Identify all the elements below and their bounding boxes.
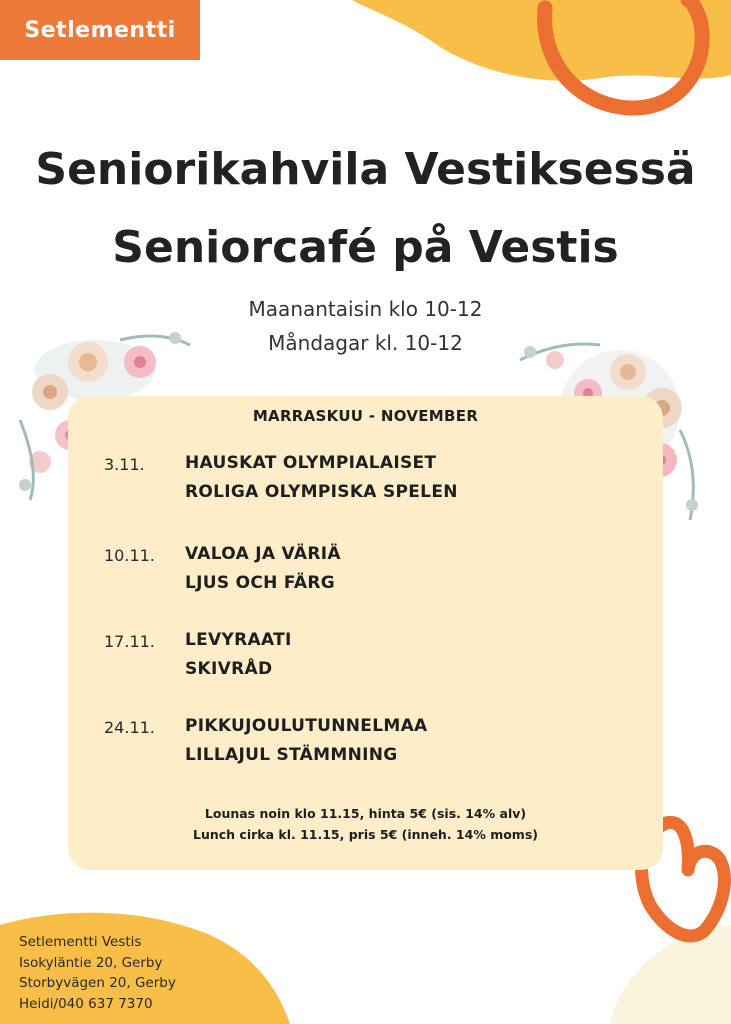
event-date: 10.11. — [104, 546, 155, 565]
event-title-fi: LEVYRAATI — [185, 630, 292, 650]
time-finnish: Maanantaisin klo 10-12 — [248, 297, 483, 321]
event-title-sv: LILLAJUL STÄMMNING — [185, 745, 398, 765]
footer-address-fi: Isokyläntie 20, Gerby — [19, 954, 163, 971]
lunch-info-finnish: Lounas noin klo 11.15, hinta 5€ (sis. 14% alv) — [204, 806, 527, 821]
event-title-sv: LJUS OCH FÄRG — [185, 573, 335, 593]
title-finnish: Seniorikahvila Vestiksessä — [35, 144, 696, 195]
event-title — [185, 712, 427, 770]
event-date: 17.11. — [104, 632, 155, 651]
event-title-fi: VALOA JA VÄRIÄ — [185, 544, 341, 564]
program-card — [68, 396, 663, 870]
event-date: 24.11. — [104, 718, 155, 737]
brand-badge — [0, 0, 200, 60]
footer-org: Setlementti Vestis — [19, 934, 142, 950]
month-heading: MARRASKUU - NOVEMBER — [252, 407, 479, 425]
footer-contact — [19, 932, 176, 1014]
pale-blob — [610, 925, 731, 1024]
brand-name: Setlementti — [24, 17, 176, 43]
event-title-fi: HAUSKAT OLYMPIALAISET — [185, 453, 437, 473]
footer-address-sv: Storbyvägen 20, Gerby — [19, 975, 176, 991]
event-title-sv: ROLIGA OLYMPISKA SPELEN — [185, 482, 458, 502]
time-swedish: Måndagar kl. 10-12 — [268, 331, 463, 355]
event-title — [185, 626, 292, 684]
event-title — [185, 540, 341, 598]
lunch-info-swedish: Lunch cirka kl. 11.15, pris 5€ (inneh. 14% moms) — [193, 827, 538, 842]
event-title-fi: PIKKUJOULUTUNNELMAA — [185, 716, 428, 736]
footer-phone: Heidi/040 637 7370 — [19, 995, 153, 1012]
event-title — [185, 449, 458, 507]
event-date: 3.11. — [104, 455, 145, 474]
event-title-sv: SKIVRÅD — [185, 659, 273, 679]
title-swedish: Seniorcafé på Vestis — [112, 222, 619, 273]
